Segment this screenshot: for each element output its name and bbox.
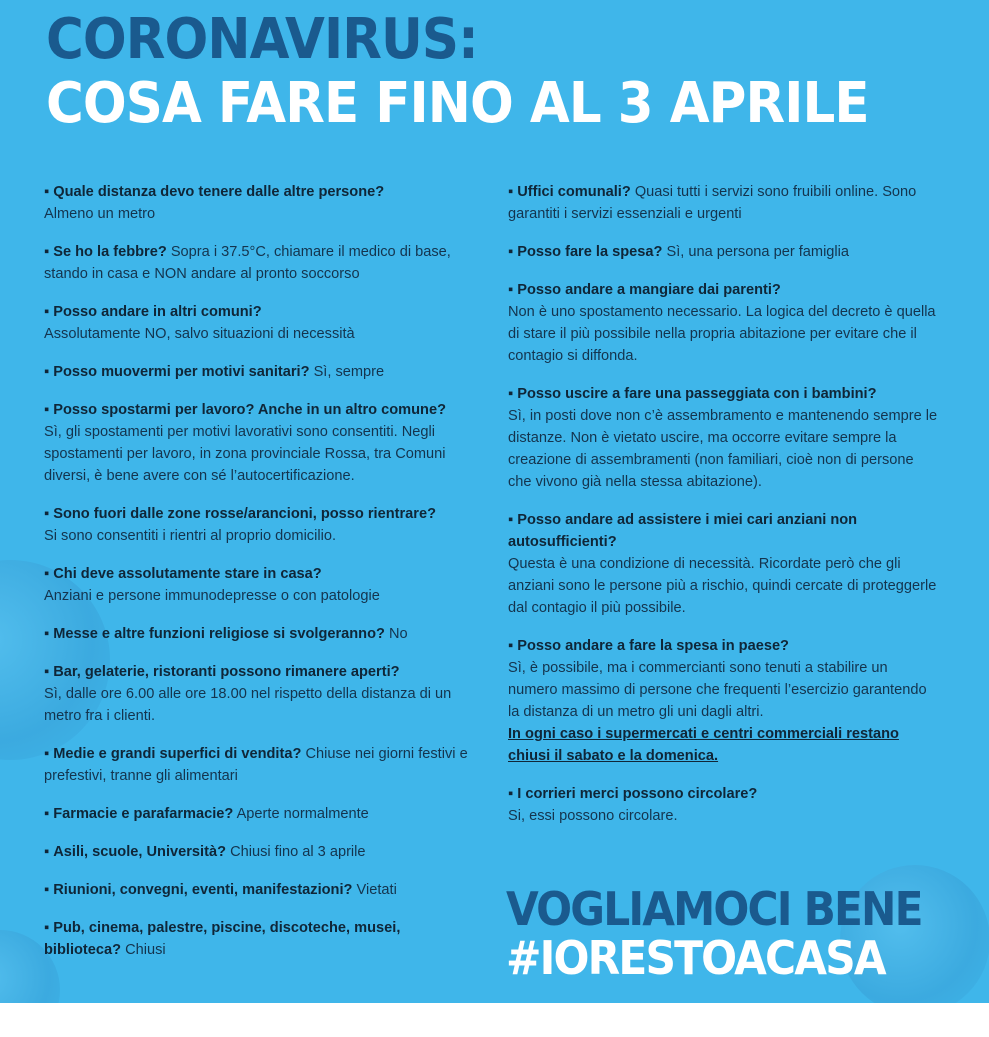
faq-item xyxy=(508,181,938,225)
faq-item xyxy=(44,503,474,547)
faq-answer: Chiusi xyxy=(125,942,166,958)
faq-note: In ogni caso i supermercati e centri commerciali restano chiusi il sabato e la domenica. xyxy=(508,726,899,764)
faq-answer: Chiusi fino al 3 aprile xyxy=(230,844,366,860)
faq-question: ▪ Posso andare a mangiare dai parenti? xyxy=(508,282,781,298)
left-column xyxy=(44,181,474,961)
faq-item xyxy=(44,841,474,863)
faq-item xyxy=(44,361,474,383)
faq-answer: Sì, gli spostamenti per motivi lavorativi sono consentiti. Negli spostamenti per lavoro, in zona provinciale Rossa, tra Comuni diversi, è bene avere con sé l’autocertificazione. xyxy=(44,424,446,484)
faq-answer: Sì, in posti dove non c’è assembramento e mantenendo sempre le distanze. Non è vietato uscire, ma occorre evitare sempre la creazione di assembramenti (non familiari, cioè non di persone che vivono già nella stessa abitazione). xyxy=(508,408,938,490)
faq-answer: Questa è una condizione di necessità. Ricordate però che gli anziani sono le persone più a rischio, quindi cercate di proteggerle dal contagio il più possibile. xyxy=(508,556,937,616)
faq-item xyxy=(508,635,938,767)
faq-question: ▪ Posso spostarmi per lavoro? Anche in un altro comune? xyxy=(44,402,446,418)
faq-answer: Sì, è possibile, ma i commercianti sono tenuti a stabilire un numero massimo di persone che frequenti l’esercizio garantendo la distanza di un metro gli uni dagli altri. xyxy=(508,660,927,720)
footer-slogan: VOGLIAMOCI BENE xyxy=(506,882,922,936)
faq-item xyxy=(44,879,474,901)
faq-answer: No xyxy=(389,626,408,642)
faq-item xyxy=(44,803,474,825)
faq-answer: Sì, una persona per famiglia xyxy=(666,244,850,260)
faq-item xyxy=(44,623,474,645)
faq-answer: Non è uno spostamento necessario. La logica del decreto è quella di stare il più possibile nella propria abitazione per evitare che il contagio si diffonda. xyxy=(508,304,936,364)
faq-item xyxy=(44,743,474,787)
faq-answer: Sì, dalle ore 6.00 alle ore 18.00 nel rispetto della distanza di un metro fra i clienti. xyxy=(44,686,452,724)
faq-question: ▪ Chi deve assolutamente stare in casa? xyxy=(44,566,322,582)
title-line-2: COSA FARE FINO AL 3 APRILE xyxy=(46,71,869,136)
faq-question: ▪ Bar, gelaterie, ristoranti possono rimanere aperti? xyxy=(44,664,400,680)
faq-question: ▪ Medie e grandi superfici di vendita? xyxy=(44,746,301,762)
faq-question: ▪ Posso andare in altri comuni? xyxy=(44,304,262,320)
faq-question: ▪ Posso andare a fare la spesa in paese? xyxy=(508,638,789,654)
faq-question: ▪ I corrieri merci possono circolare? xyxy=(508,786,757,802)
footer-hashtag: #IORESTOACASA xyxy=(506,931,885,985)
faq-answer: Vietati xyxy=(356,882,397,898)
faq-answer: Sopra i 37.5°C, chiamare il medico di base, stando in casa e NON andare al pronto soccorso xyxy=(44,244,451,282)
faq-item xyxy=(44,563,474,607)
faq-answer: Aperte normalmente xyxy=(236,806,369,822)
faq-question: ▪ Posso fare la spesa? xyxy=(508,244,662,260)
faq-question: ▪ Posso muovermi per motivi sanitari? xyxy=(44,364,310,380)
faq-item xyxy=(44,181,474,225)
faq-question: ▪ Posso uscire a fare una passeggiata con i bambini? xyxy=(508,386,877,402)
faq-answer: Assolutamente NO, salvo situazioni di necessità xyxy=(44,326,355,342)
faq-item xyxy=(508,509,938,619)
faq-question: ▪ Messe e altre funzioni religiose si svolgeranno? xyxy=(44,626,385,642)
faq-question: ▪ Pub, cinema, palestre, piscine, discoteche, musei, biblioteca? xyxy=(44,920,400,958)
faq-item xyxy=(508,383,938,493)
faq-item xyxy=(508,783,938,827)
faq-question: ▪ Uffici comunali? xyxy=(508,184,631,200)
faq-answer: Chiuse nei giorni festivi e prefestivi, tranne gli alimentari xyxy=(44,746,468,784)
faq-item xyxy=(508,241,938,263)
faq-question: ▪ Sono fuori dalle zone rosse/arancioni, posso rientrare? xyxy=(44,506,436,522)
faq-item xyxy=(44,917,474,961)
faq-answer: Anziani e persone immunodepresse o con patologie xyxy=(44,588,380,604)
faq-answer: Sì, sempre xyxy=(313,364,385,380)
faq-question: ▪ Quale distanza devo tenere dalle altre persone? xyxy=(44,184,384,200)
bottom-border xyxy=(0,1003,989,1037)
faq-item xyxy=(44,241,474,285)
faq-question: ▪ Riunioni, convegni, eventi, manifestazioni? xyxy=(44,882,352,898)
faq-answer: Si, essi possono circolare. xyxy=(508,808,678,824)
faq-item xyxy=(44,399,474,487)
faq-question: ▪ Asili, scuole, Università? xyxy=(44,844,226,860)
faq-answer: Quasi tutti i servizi sono fruibili online. Sono garantiti i servizi essenziali e urgenti xyxy=(508,184,917,222)
faq-question: ▪ Posso andare ad assistere i miei cari anziani non autosufficienti? xyxy=(508,512,857,550)
faq-item xyxy=(508,279,938,367)
faq-question: ▪ Se ho la febbre? xyxy=(44,244,167,260)
title-line-1: CORONAVIRUS: xyxy=(46,7,478,72)
faq-answer: Almeno un metro xyxy=(44,206,156,222)
faq-item xyxy=(44,661,474,727)
right-column xyxy=(508,181,938,827)
faq-answer: Si sono consentiti i rientri al proprio domicilio. xyxy=(44,528,337,544)
faq-question: ▪ Farmacie e parafarmacie? xyxy=(44,806,233,822)
faq-item xyxy=(44,301,474,345)
